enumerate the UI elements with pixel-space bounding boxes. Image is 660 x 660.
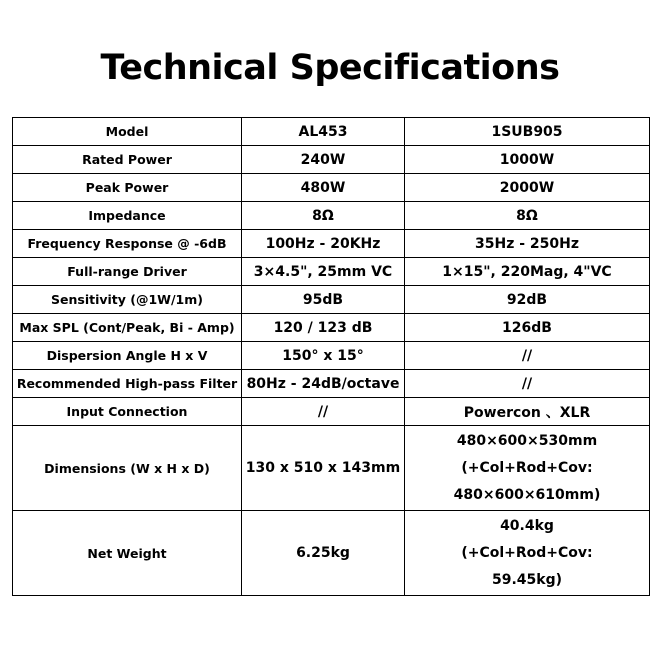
table-row <box>13 258 650 286</box>
row-label: Rated Power <box>13 146 242 174</box>
row-label: Sensitivity (@1W/1m) <box>13 286 242 314</box>
table-header-row <box>13 118 650 146</box>
row-label: Full-range Driver <box>13 258 242 286</box>
al453-value: 130 x 510 x 143mm <box>242 426 405 511</box>
al453-value: 8Ω <box>242 202 405 230</box>
table-row <box>13 314 650 342</box>
row-label: Net Weight <box>13 511 242 596</box>
column-header-model: Model <box>13 118 242 146</box>
sub-value: // <box>405 342 650 370</box>
al453-value: 150° x 15° <box>242 342 405 370</box>
column-header-al453: AL453 <box>242 118 405 146</box>
row-label: Dispersion Angle H x V <box>13 342 242 370</box>
sub-value-line: 40.4kg <box>500 517 554 534</box>
table-row <box>13 174 650 202</box>
table-row <box>13 370 650 398</box>
sub-value: 35Hz - 250Hz <box>405 230 650 258</box>
al453-value: // <box>242 398 405 426</box>
al453-value: 240W <box>242 146 405 174</box>
table-row <box>13 398 650 426</box>
sub-value-line: (+Col+Rod+Cov: <box>461 459 593 476</box>
sub-value-line: (+Col+Rod+Cov: <box>461 544 593 561</box>
row-label: Recommended High-pass Filter <box>13 370 242 398</box>
sub-value-line: 59.45kg) <box>491 571 562 588</box>
page-title: Technical Specifications <box>100 48 560 88</box>
table-row-dimensions <box>13 426 650 511</box>
sub-value: 126dB <box>405 314 650 342</box>
table-row <box>13 342 650 370</box>
row-label: Dimensions (W x H x D) <box>13 426 242 511</box>
al453-value: 80Hz - 24dB/octave <box>242 370 405 398</box>
row-label: Impedance <box>13 202 242 230</box>
table-row <box>13 230 650 258</box>
table-row <box>13 286 650 314</box>
table-row <box>13 202 650 230</box>
sub-value: 8Ω <box>405 202 650 230</box>
sub-value-line: 480×600×610mm) <box>453 486 601 503</box>
row-label: Input Connection <box>13 398 242 426</box>
sub-value: 1×15", 220Mag, 4"VC <box>405 258 650 286</box>
sub-value <box>405 426 650 511</box>
sub-value: 92dB <box>405 286 650 314</box>
sub-value: 2000W <box>405 174 650 202</box>
al453-value: 100Hz - 20KHz <box>242 230 405 258</box>
al453-value: 6.25kg <box>242 511 405 596</box>
table-row <box>13 146 650 174</box>
sub-value: Powercon 、XLR <box>405 398 650 426</box>
sub-value <box>405 511 650 596</box>
spec-table <box>12 117 650 596</box>
row-label: Frequency Response @ -6dB <box>13 230 242 258</box>
row-label: Peak Power <box>13 174 242 202</box>
column-header-1sub905: 1SUB905 <box>405 118 650 146</box>
sub-value: 1000W <box>405 146 650 174</box>
al453-value: 480W <box>242 174 405 202</box>
sub-value-line: 480×600×530mm <box>456 432 598 449</box>
al453-value: 95dB <box>242 286 405 314</box>
table-row-weight <box>13 511 650 596</box>
sub-value: // <box>405 370 650 398</box>
row-label: Max SPL (Cont/Peak, Bi - Amp) <box>13 314 242 342</box>
al453-value: 120 / 123 dB <box>242 314 405 342</box>
al453-value: 3×4.5", 25mm VC <box>242 258 405 286</box>
